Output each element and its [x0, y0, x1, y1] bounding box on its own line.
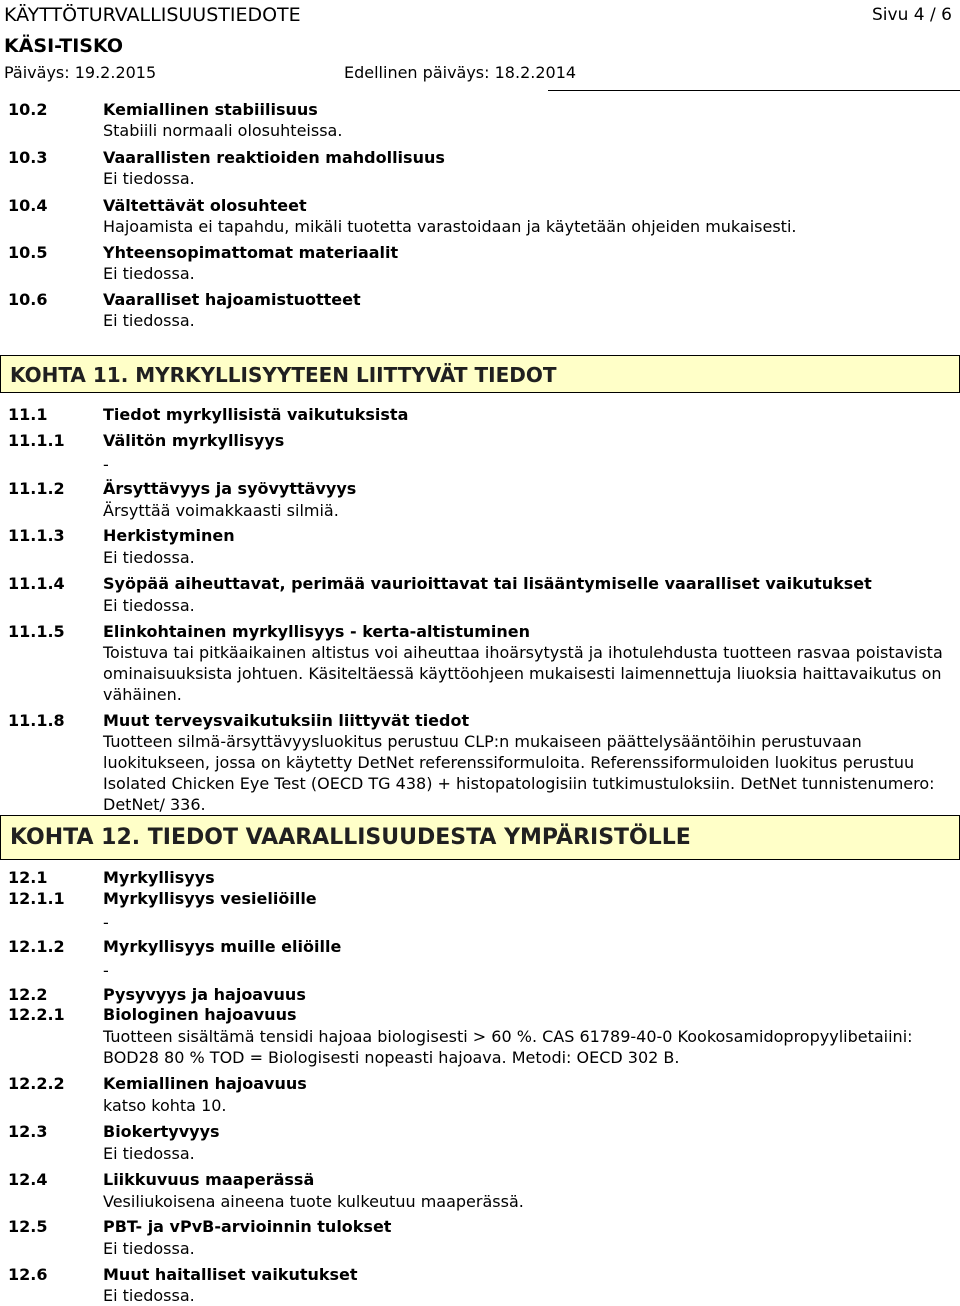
section-number: 12.2.1	[8, 1005, 65, 1024]
section-title: PBT- ja vPvB-arvioinnin tulokset	[103, 1217, 392, 1236]
section-text: Tuotteen sisältämä tensidi hajoaa biologisesti > 60 %. CAS 61789-40-0 Kookosamidopropyylibetaiini: BOD28 80 % TOD = Biologisesti nopeasti hajoava. Metodi: OECD 302 B.	[103, 1027, 913, 1067]
section-title: Ärsyttävyys ja syövyttävyys	[103, 479, 357, 498]
section-text: Ei tiedossa.	[103, 1286, 195, 1305]
date: Päiväys: 19.2.2015	[4, 63, 157, 82]
section-number: 12.6	[8, 1265, 48, 1284]
section-text: Stabiili normaali olosuhteissa.	[103, 121, 343, 140]
section-title: Yhteensopimattomat materiaalit	[103, 243, 399, 262]
section-title: Muut haitalliset vaikutukset	[103, 1265, 358, 1284]
section-number: 12.2.2	[8, 1074, 65, 1093]
section-title: Syöpää aiheuttavat, perimää vaurioittavat tai lisääntymiselle vaaralliset vaikutukset	[103, 574, 872, 593]
section-text: Tuotteen silmä-ärsyttävyysluokitus perustuu CLP:n mukaiseen päättelysääntöihin perustuvaan luokitukseen, jossa on käytetty DetNet referenssiformuloita. Referenssiformuloiden luokitus perustuu Isolated Chicken Eye Test (OECD TG 438) + histopatologisiin tutkimustuloksiin. DetNet tunnistenumero: DetNet/ 336.	[103, 732, 935, 814]
section-number: 11.1.2	[8, 479, 65, 498]
section-number: 10.6	[8, 290, 48, 309]
section-heading-text: KOHTA 12. TIEDOT VAARALLISUUDESTA YMPÄRISTÖLLE	[10, 825, 691, 850]
section-title: Elinkohtainen myrkyllisyys - kerta-altistuminen	[103, 622, 531, 641]
section-text: Ei tiedossa.	[103, 264, 195, 283]
section-title: Välitön myrkyllisyys	[103, 431, 285, 450]
section-title: Vaarallisten reaktioiden mahdollisuus	[103, 148, 445, 167]
section-number: 11.1.8	[8, 711, 65, 730]
previous-date: Edellinen päiväys: 18.2.2014	[344, 63, 577, 82]
section-title: Herkistyminen	[103, 526, 235, 545]
section-number: 12.1.2	[8, 937, 65, 956]
section-title: Pysyvyys ja hajoavuus	[103, 985, 306, 1004]
section-title: Myrkyllisyys muille eliöille	[103, 937, 342, 956]
section-number: 10.2	[8, 100, 48, 119]
section-title: Muut terveysvaikutuksiin liittyvät tiedot	[103, 711, 470, 730]
section-text: Ei tiedossa.	[103, 169, 195, 188]
section-number: 11.1.1	[8, 431, 65, 450]
section-text: Vesiliukoisena aineena tuote kulkeutuu maaperässä.	[103, 1192, 524, 1211]
section-number: 11.1.4	[8, 574, 65, 593]
section-title: Biokertyvyys	[103, 1122, 220, 1141]
section-title: Myrkyllisyys vesieliöille	[103, 889, 317, 908]
section-title: Tiedot myrkyllisistä vaikutuksista	[103, 405, 409, 424]
product-name: KÄSI-TISKO	[4, 35, 124, 57]
section-text: -	[103, 913, 109, 932]
section-number: 12.2	[8, 985, 48, 1004]
section-text: Ei tiedossa.	[103, 311, 195, 330]
section-number: 11.1.3	[8, 526, 65, 545]
section-title: Myrkyllisyys	[103, 868, 215, 887]
section-number: 12.1	[8, 868, 48, 887]
section-text: Ärsyttää voimakkaasti silmiä.	[103, 501, 339, 520]
section-text: Ei tiedossa.	[103, 1239, 195, 1258]
section-number: 11.1.5	[8, 622, 65, 641]
section-11-heading	[0, 355, 960, 393]
section-title: Liikkuvuus maaperässä	[103, 1170, 315, 1189]
section-text: -	[103, 961, 109, 980]
header-rule	[548, 90, 960, 91]
section-number: 12.4	[8, 1170, 48, 1189]
section-title: Vaaralliset hajoamistuotteet	[103, 290, 361, 309]
section-12-heading	[0, 815, 960, 860]
section-text: Ei tiedossa.	[103, 596, 195, 615]
page-info: Sivu 4 / 6	[872, 5, 952, 25]
section-text: Toistuva tai pitkäaikainen altistus voi aiheuttaa ihoärsytystä ja ihotulehdusta tuotteen rasvaa poistavista ominaisuuksista johtuen. Käsiteltäessä käyttöohjeen mukaisesti laimennettuja liuoksia haittavaikutus on vähäinen.	[103, 643, 943, 704]
section-title: Kemiallinen hajoavuus	[103, 1074, 307, 1093]
section-number: 12.3	[8, 1122, 48, 1141]
section-number: 10.3	[8, 148, 48, 167]
section-text: -	[103, 455, 109, 474]
document-title: KÄYTTÖTURVALLISUUSTIEDOTE	[4, 4, 301, 26]
section-text: Ei tiedossa.	[103, 548, 195, 567]
section-text: Ei tiedossa.	[103, 1144, 195, 1163]
section-number: 12.1.1	[8, 889, 65, 908]
section-text: Hajoamista ei tapahdu, mikäli tuotetta varastoidaan ja käytetään ohjeiden mukaisesti.	[103, 217, 797, 236]
section-title: Biologinen hajoavuus	[103, 1005, 297, 1024]
section-title: Vältettävät olosuhteet	[103, 196, 307, 215]
section-number: 11.1	[8, 405, 48, 424]
section-text: katso kohta 10.	[103, 1096, 227, 1115]
section-number: 10.4	[8, 196, 48, 215]
section-number: 12.5	[8, 1217, 48, 1236]
section-title: Kemiallinen stabiilisuus	[103, 100, 318, 119]
section-number: 10.5	[8, 243, 48, 262]
section-heading-text: KOHTA 11. MYRKYLLISYYTEEN LIITTYVÄT TIEDOT	[10, 363, 557, 387]
